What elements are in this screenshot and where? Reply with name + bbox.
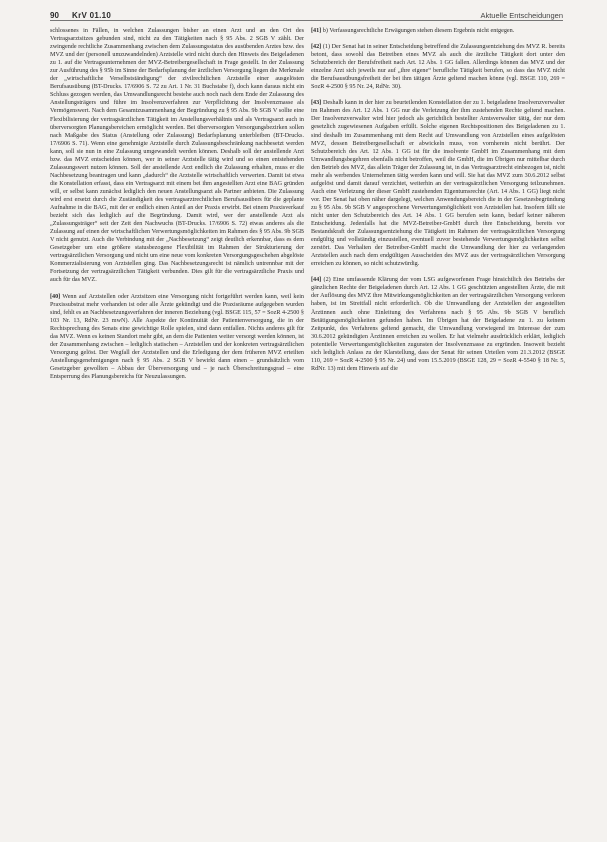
paragraph-42: [42] (1) Der Senat hat in seiner Entscheidung betreffend die Zulassungsentziehung des MVZ R. bereits betont, dass sowohl das Betreiben eines MVZ als auch die ärztliche Tätigkeit dort unter den Schutzbereich der Berufsfreiheit nach Art. 12 Abs. 1 GG fallen. Allerdings können das MVZ und der einzelne Arzt sich jeweils nur auf „ihre eigene“ berufliche Tätigkeit berufen, so dass das MVZ nicht die Berufsausübungsfreiheit der bei ihm tätigen Ärzte geltend machen könne (vgl. BSGE 110, 269 = SozR 4-2500 § 95 Nr. 24, RdNr. 30). — [311, 44, 565, 91]
page-header — [50, 6, 563, 21]
paragraph-43: [43] Deshalb kann in der hier zu beurteilenden Konstellation der zu 1. beigeladene Insolvenzverwalter im Rahmen des Art. 12 Abs. 1 GG nur die Verletzung der ihm zustehenden Rechte geltend machen. Der Insolvenzverwalter wird hier jedoch als gerichtlich bestellter Amtsverwalter tätig, der nur dem gesetzlich zugewiesenen Aufgaben erfüllt. Solche eigenen Rechtspositionen des Beigeladenen zu 1. sind deshalb im Zusammenhang mit dem Recht auf Umwandlung von Arztstellen eines aufgelösten MVZ, dessen Betreibergesellschaft er abwickeln muss, von vornherein nicht berührt. Der Schutzbereich des Art. 12 Abs. 1 GG ist für die insolvente GmbH im Zusammenhang mit dem Umwandlungsbegehren ebenfalls nicht betroffen, weil die GmbH, die im Übrigen nur mittelbar durch den Betrieb des MVZ, das allein Träger der Zulassung ist, in das Vertragsarztrecht einbezogen ist, nicht mehr als werbendes Unternehmen tätig werden kann und will. Sie hat das MVZ zum 30.6.2012 selbst aufgelöst und damit darauf verzichtet, weiterhin an der vertragsärztlichen Versorgung teilzunehmen. Auch eine Verletzung der dieser GmbH zustehenden Eigentumsrechte (Art. 14 Abs. 1 GG) liegt nicht vor. Der Senat hat oben näher dargelegt, welchen Anwendungsbereich die in der Gesetzesbegründung zu § 95 Abs. 9b SGB V angesprochene Verwertungsmöglichkeit von Arztstellen hat. Insofern fällt sie nicht unter den Schutzbereich des Art. 14 Abs. 1 GG berufen sein kann, bedarf keiner näheren Entscheidung. Jedenfalls hat die MVZ-Betreiber-GmbH durch ihre Entscheidung, bereits vor Bestandskraft der Zulassungsentziehung die Tätigkeit im Rahmen der vertragsärztlichen Versorgung endgültig und vollständig einzustellen, eventuell zuvor bestehende Verwertungsmöglichkeiten selbst zerstört. Das Verhalten der Betreiber-GmbH macht die Umwandlung der hier zu verlangenden Arztstellen auch nach dem endgültigen Ausscheiden des MVZ aus der vertragsärztlichen Versorgung erreichen zu können, so nicht schutzwürdig. — [311, 100, 565, 268]
page-number: 90 — [50, 11, 59, 20]
paragraph-number: [42] — [311, 44, 322, 51]
paragraph-39-continued: schlossenes in Fällen, in welchen Zulassungen bisher an einen Arzt und an den Ort des Vertragsarztsitzes gebunden sind, nicht zu den Tätigkeiten nach § 95 Abs. 2 SGB V zählt. Der zwingende rechtliche Zusammenhang zwischen dem Zulassungsstatus des ausübenden Arztes bzw. des MVZ und der (personell umzuwandelnden) Arztstelle wird nicht durch den Hinweis des Beigeladenen zu 1. auf die Vertragsunternehmen der MVZ-Betreibergesellschaft in Frage gestellt. In der Zulassung zur Ausführung des § 95b im Sinne der Bedarfsplanung der ärztlichen Versorgung liegen die Merkmale der „wirtschaftliche Verselbstständigung“ der zivilrechtlichen Arztstelle einer ausgelösten Berufsausübung (BT-Drucks. 17/6906 S. 72 zu Art. 1 Nr. 31 Buchstabe f), doch kann daraus nicht ein Schluss gezogen werden, das Umwandlungsrecht bestehe auch noch nach dem Ende der Zulassung des Anstellungsträgers und führe im Insolvenzverfahren zur Verpflichtung der Insolvenzmasse als Vermögenswert. Nach dem Gesamtzusammenhang der Begründung zu § 95 Abs. 9b SGB V sollte eine Flexibilisierung der vertragsärztlichen Tätigkeit im Anstellungsverhältnis und als Vertragsarzt auch in überversorgten Planungsbereichen ermöglicht werden. Bei überversorgten Versorgungsbezirken sollen nach Maßgabe des Status (Anstellung oder Zulassung) Bedarfsplanung unterbleiben (BT-Drucks. 17/6906 S. 71). Wenn eine genehmigte Arztstelle durch Zulassungsbeschränkung nachbesetzt werden kann, soll sie nun in eine Zulassung umgewandelt werden können. Deshalb soll der anstellende Arzt bzw. das MVZ entscheiden können, wer in seiner Arztstelle tätig wird und so einen entstehenden Zulassungswert nutzen können. Soll der anstellende Arzt endlich die Zulassung erhalten, muss er die Nachbesetzung beantragen und kann „dadurch“ die Arztstelle wirtschaftlich verwerten. Damit ist etwa die Konstellation erfasst, dass ein Vertragsarzt mit einem bei ihm angestellten Arzt eine BAG gründen will, er selbst kann zunächst lediglich den neuen Anstellungsarzt als Partner anbieten. Die Zulassung wird erst ersetzt durch die Zuständigkeit des vertragsarztrechtlichen Berufsausübers für die geplante Aufnahme in die BAG, mit der er endlich einen Anteil an der Praxis erwirbt. Bei einem Praxisverkauf bezieht sich das lediglich auf die Begründung. Damit wird, wer der anstellende Arzt als „Zulassungsträger“ seit der Zeit den Nachwuchs (BT-Drucks. 17/6906 S. 72) etwas anderes als die Zulassung auf einen der wirtschaftlichen Verwertungsmöglichkeiten im Rahmen des § 95 Abs. 9b SGB V nicht genutzt. Auch die Verbindung mit der „Nachbesetzung“ zeigt deutlich erkennbar, dass es dem Gesetzgeber um eine größere statusbezogene Flexibilität im Rahmen der Strukturierung der vertragsärztlichen Versorgung und nicht um eine neue vom konkreten Versorgungsgeschehen abgelöste Kommerzialisierung von Arztstellen ging. Das Nachbesetzungsrecht ist nämlich untrennbar mit der Fortsetzung der vertragsärztlichen Tätigkeit verbunden. Dies gilt für die vertragsärztliche Praxis und auch für das MVZ. — [50, 28, 304, 284]
paragraph-41: [41] b) Verfassungsrechtliche Erwägungen stehen diesem Ergebnis nicht entgegen. — [311, 28, 515, 34]
left-column — [50, 27, 304, 381]
journal-title: KrV 01.10 — [72, 11, 112, 20]
paragraph-number: [43] — [311, 100, 322, 107]
paragraph-44: [44] (2) Eine umfassende Klärung der vom LSG aufgeworfenen Frage hinsichtlich des Betriebs der gänzlichen Rechte der Beigeladenen durch Art. 12 Abs. 1 GG geschützten angestellten Ärzte, die mit der Auflösung des MVZ ihre Mitwirkungsmöglichkeiten an der vertragsärztlichen Versorgung verloren haben, ist im Streitfall nicht erforderlich. Ob die Umwandlung der Arztstellen der angestellten Ärztinnen auch ohne Einleitung des Verfahrens nach § 95 Abs. 9b SGB V beruflich Betätigungsmöglichkeiten gefunden haben. Im Übrigen hat der Beigeladene zu 1. zu keinem Zeitpunkt, des Verfahrens geltend gemacht, die Umwandlung vorwiegend im Interesse der zum 30.6.2012 gekündigten Ärztinnen erreichen zu wollen. Er hat vielmehr ausdrücklich erklärt, lediglich potentielle Verwertungsmöglichkeiten zugunsten der Insolvenzmasse zu ergründen. Insoweit bezieht sich lediglich Anlass zu der Klarstellung, dass der Senat für seinen Urteilen vom 21.3.2012 (BSGE 110, 269 = SozR 4-2500 § 95 Nr. 24) und vom 15.5.2019 (BSGE 128, 29 = SozR 4-5540 § 18 Nr. 5, RdNr. 13) mit dem Hinweis auf die — [311, 277, 565, 372]
section-title: Aktuelle Entscheidungen — [480, 11, 563, 20]
paragraph-40: [40] Wenn auf Arztstellen oder Arztsitzen eine Versorgung nicht fortgeführt werden kann, weil kein Praxissubstrat mehr vorhanden ist oder alle Ärzte gekündigt und die Praxisräume aufgegeben wurden sind, fehlt es an Nachbesetzungsverfahren der inneren Beziehung (vgl. BSGE 115, 57 = SozR 4-2500 § 103 Nr. 13, RdNr. 23 mwN). Alle Aspekte der Kontinuität der Patientenversorgung, die in der Rechtsprechung des Senats eine gewichtige Rolle spielen, sind dann entfallen. Nichts anderes gilt für das MVZ. Wenn es keinen Standort mehr gibt, an dem die Patienten weiter versorgt werden können, ist der Zusammenhang zwischen – lediglich statischen – Arztstellen und der konkreten vertragsärztlichen Versorgung gelöst. Der Wegfall der Arztstellen und die Erledigung der dem früheren MVZ erteilten Anstellungsgenehmigungen nach § 95 Abs. 2 SGB V bewirkt dann einen – grundsätzlich vom Gesetzgeber gewollten – Abbau der Überversorgung und – je nach Überschreitungsgrad – eine Entsperrung des Planungsbereichs für Neuzulassungen. — [50, 293, 304, 380]
paragraph-number: [41] — [311, 28, 322, 34]
paragraph-number: [44] — [311, 277, 322, 284]
paragraph-number: [40] — [50, 293, 61, 300]
right-column — [311, 27, 565, 373]
